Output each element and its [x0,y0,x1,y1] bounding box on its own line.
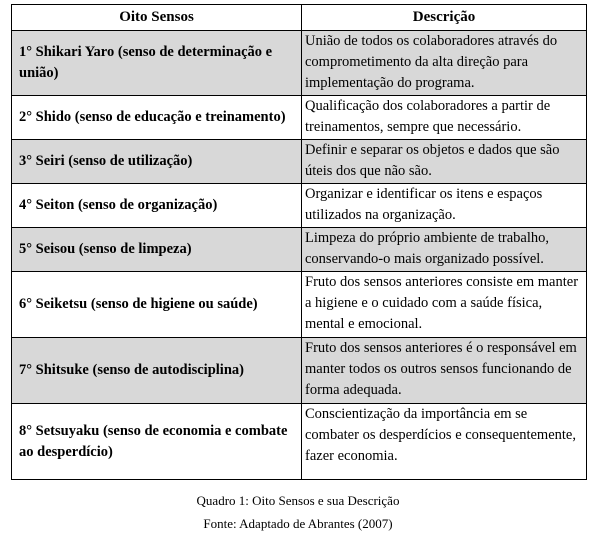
sense-description: Qualificação dos colaboradores a partir de treinamentos, sempre que necessário. [302,96,587,140]
sense-description: Limpeza do próprio ambiente de trabalho, conservando-o mais organizado possível. [302,228,587,272]
sense-name: 4° Seiton (senso de organização) [12,184,302,228]
sense-description: Organizar e identificar os itens e espaços utilizados na organização. [302,184,587,228]
sense-description: Conscientização da importância em se combater os desperdícios e consequentemente, fazer economia. [302,404,587,480]
table-caption: Quadro 1: Oito Sensos e sua Descrição [196,493,400,508]
sense-name: 7° Shitsuke (senso de autodisciplina) [12,338,302,404]
table-header-row [12,5,587,31]
table-row [12,31,587,96]
sense-name: 6° Seiketsu (senso de higiene ou saúde) [12,272,302,338]
eight-senses-table [11,4,587,480]
table-row [12,140,587,184]
sense-name: 5° Seisou (senso de limpeza) [12,228,302,272]
table-row [12,404,587,480]
table-row [12,228,587,272]
sense-description: Definir e separar os objetos e dados que são úteis dos que não são. [302,140,587,184]
sense-name: 3° Seiri (senso de utilização) [12,140,302,184]
table-row [12,96,587,140]
sense-name: 1° Shikari Yaro (senso de determinação e união) [12,31,302,96]
header-descricao: Descrição [302,5,587,31]
table-source: Fonte: Adaptado de Abrantes (2007) [203,516,393,531]
sense-description: Fruto dos sensos anteriores consiste em manter a higiene e o cuidado com a saúde física, mental e emocional. [302,272,587,338]
sense-description: União de todos os colaboradores através do comprometimento da alta direção para implementação do programa. [302,31,587,96]
header-oito-sensos: Oito Sensos [12,5,302,31]
sense-description: Fruto dos sensos anteriores é o responsável em manter todos os outros sensos funcionando de forma adequada. [302,338,587,404]
sense-name: 8° Setsuyaku (senso de economia e combate ao desperdício) [12,404,302,480]
table-row [12,184,587,228]
table-row [12,338,587,404]
table-row [12,272,587,338]
sense-name: 2° Shido (senso de educação e treinamento) [12,96,302,140]
